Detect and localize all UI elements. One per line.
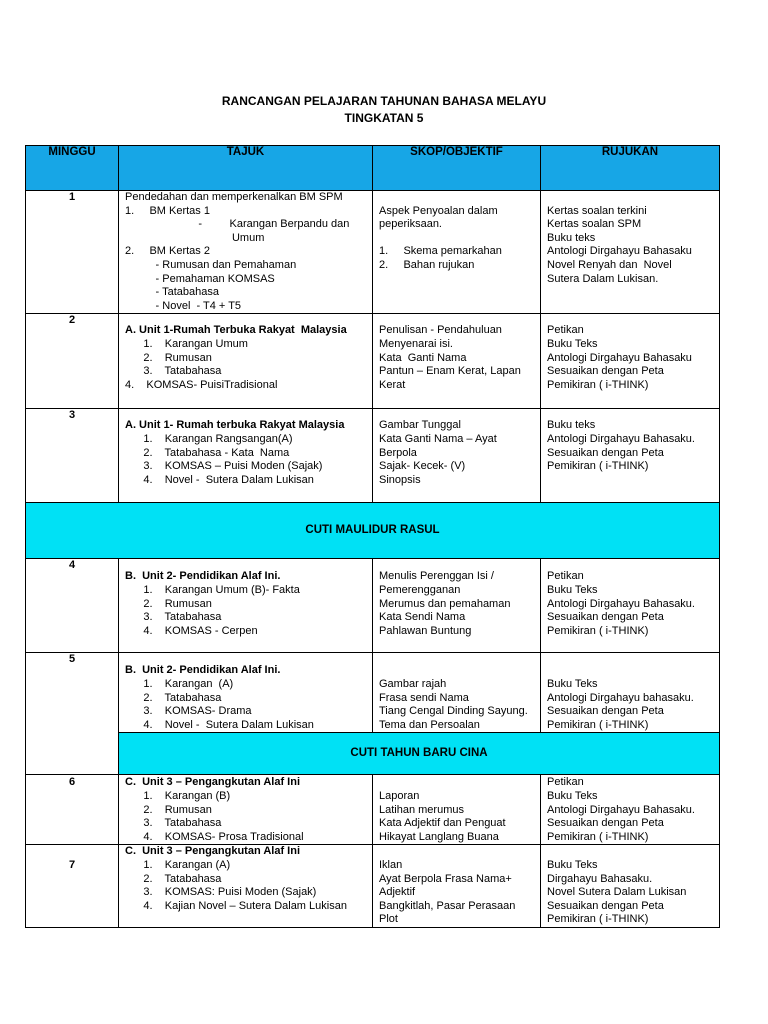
cell-line: Buku Teks [547, 789, 598, 802]
cell-line: - Tatabahasa [125, 286, 219, 299]
cell-line: Buku Teks [547, 583, 598, 596]
cell-line: Buku teks [547, 231, 596, 244]
cell-line: 1. BM Kertas 1 [125, 204, 210, 217]
cell-line: Buku Teks [547, 858, 598, 871]
cell-line: Pemikiran ( i-THINK) [547, 460, 649, 473]
tajuk-cell [119, 775, 373, 845]
holiday-row [26, 503, 720, 559]
cell-line: 2. Bahan rujukan [379, 258, 475, 271]
cell-line: 1. Karangan (A) [125, 858, 231, 871]
cell-line: 2. Rumusan [125, 803, 212, 816]
table-row [26, 653, 720, 733]
cell-line: Pemikiran ( i-THINK) [547, 830, 649, 843]
table-row [26, 775, 720, 845]
cell-line: Antologi Dirgahayu bahasaku. [547, 691, 694, 704]
cell-line: Buku Teks [547, 677, 598, 690]
cell-line: Pemikiran ( i-THINK) [547, 718, 649, 731]
cell-line: 1. Karangan (A) [125, 677, 234, 690]
cell-line: Novel Renyah dan Novel [547, 258, 672, 271]
cell-line: Umum [125, 231, 265, 244]
document-title: RANCANGAN PELAJARAN TAHUNAN BAHASA MELAYU [221, 94, 547, 108]
table-row [26, 845, 720, 928]
cell-line: 4. Kajian Novel – Sutera Dalam Lukisan [125, 899, 347, 912]
tajuk-cell [119, 191, 373, 314]
cell-line: Antologi Dirgahayu Bahasaku. [547, 597, 695, 610]
cell-line: Pahlawan Buntung [379, 624, 472, 637]
cell-line: 2. BM Kertas 2 [125, 245, 210, 258]
cell-line: 3. Tatabahasa [125, 817, 222, 830]
cell-line: Sesuaikan dengan Peta [547, 365, 664, 378]
cell-line: Novel Sutera Dalam Lukisan [547, 886, 687, 899]
table-row [26, 409, 720, 503]
skop-cell [373, 191, 541, 314]
cell-line: Kata Ganti Nama – Ayat [379, 432, 497, 445]
cell-line: 3. Tatabahasa [125, 611, 222, 624]
cell-line: Berpola [379, 446, 417, 459]
cell-line: 2. Tatabahasa [125, 691, 222, 704]
table-row [26, 559, 720, 653]
tajuk-cell [119, 409, 373, 503]
cell-line: Pantun – Enam Kerat, Lapan [379, 365, 521, 378]
skop-cell [373, 845, 541, 928]
cell-line: Frasa sendi Nama [379, 691, 469, 704]
tajuk-cell [119, 653, 373, 733]
week-number: 4 [26, 559, 119, 653]
cell-line [379, 232, 534, 246]
cell-line: Buku teks [547, 419, 596, 432]
cell-line: Penulisan - Pendahuluan [379, 324, 502, 337]
unit-heading: C. Unit 3 – Pengangkutan Alaf Ini [125, 776, 301, 789]
tajuk-cell [119, 314, 373, 409]
unit-heading: A. Unit 1-Rumah Terbuka Rakyat Malaysia [125, 324, 347, 337]
cell-line: 3. Tatabahasa [125, 365, 222, 378]
cell-line: Iklan [379, 858, 403, 871]
cell-line: Tema dan Persoalan [379, 718, 480, 731]
cell-line: Pemikiran ( i-THINK) [547, 624, 649, 637]
unit-heading: C. Unit 3 – Pengangkutan Alaf Ini [125, 845, 301, 858]
table-row [26, 314, 720, 409]
cell-line: Gambar rajah [379, 677, 447, 690]
cell-line: Tiang Cengal Dinding Sayung. [379, 705, 528, 718]
skop-cell [373, 314, 541, 409]
cell-line: 3. KOMSAS- Drama [125, 705, 252, 718]
cell-line: Ayat Berpola Frasa Nama+ [379, 872, 512, 885]
unit-heading: B. Unit 2- Pendidikan Alaf Ini. [125, 664, 281, 677]
lesson-plan-table [25, 145, 720, 928]
cell-line: 4. Novel - Sutera Dalam Lukisan [125, 473, 314, 486]
rujukan-cell [541, 559, 720, 653]
cell-line: - Rumusan dan Pemahaman [125, 258, 297, 271]
cell-line: Laporan [379, 789, 420, 802]
skop-cell [373, 409, 541, 503]
week-number: 1 [26, 191, 119, 314]
cell-line: Petikan [547, 570, 584, 583]
cell-line: Kertas soalan SPM [547, 218, 642, 231]
cell-line: 2. Rumusan [125, 597, 212, 610]
cell-line: 2. Tatabahasa - Kata Nama [125, 446, 290, 459]
skop-cell [373, 775, 541, 845]
tajuk-cell [119, 845, 373, 928]
cell-line: Sesuaikan dengan Peta [547, 611, 664, 624]
cell-line: Bangkitlah, Pasar Perasaan [379, 899, 516, 912]
document-subtitle: TINGKATAN 5 [344, 111, 424, 125]
cell-line: - Karangan Berpandu dan [125, 218, 350, 231]
cell-line: Sutera Dalam Lukisan. [547, 272, 659, 285]
cell-line: Aspek Penyoalan dalam [379, 204, 498, 217]
cell-line: Antologi Dirgahayu Bahasaku. [547, 803, 695, 816]
week-number: 7 [26, 845, 119, 928]
cell-line: - Pemahaman KOMSAS [125, 272, 275, 285]
week-number: 2 [26, 314, 119, 409]
cell-line: 1. Karangan (B) [125, 789, 231, 802]
cell-line: Antologi Dirgahayu Bahasaku [547, 245, 692, 258]
holiday-row [26, 733, 720, 775]
cell-line: Sajak- Kecek- (V) [379, 460, 466, 473]
rujukan-cell [541, 314, 720, 409]
cell-line: 1. Karangan Rangsangan(A) [125, 432, 293, 445]
cell-line: Pemikiran ( i-THINK) [547, 378, 649, 391]
cell-line: Sesuaikan dengan Peta [547, 899, 664, 912]
rujukan-cell [541, 653, 720, 733]
header-rujukan: RUJUKAN [541, 146, 720, 191]
cell-line: Pemikiran ( i-THINK) [547, 913, 649, 926]
cell-line: Sesuaikan dengan Peta [547, 446, 664, 459]
cell-line: peperiksaan. [379, 218, 442, 231]
week-number: 5 [26, 653, 119, 775]
rujukan-cell [541, 409, 720, 503]
header-row [26, 146, 720, 191]
cell-line: 1. Skema pemarkahan [379, 245, 502, 258]
cell-line: Menyenarai isi. [379, 337, 453, 350]
skop-cell [373, 559, 541, 653]
cell-line: Sesuaikan dengan Peta [547, 705, 664, 718]
unit-heading: B. Unit 2- Pendidikan Alaf Ini. [125, 570, 281, 583]
cell-line: Merumus dan pemahaman [379, 597, 511, 610]
cell-line: 3. KOMSAS – Puisi Moden (Sajak) [125, 460, 323, 473]
cell-line: 2. Tatabahasa [125, 872, 222, 885]
cell-line: Kata Ganti Nama [379, 351, 467, 364]
rujukan-cell [541, 845, 720, 928]
cell-line: Gambar Tunggal [379, 419, 461, 432]
cell-line: Hikayat Langlang Buana [379, 830, 499, 843]
cell-line: 1. Karangan Umum (B)- Fakta [125, 583, 300, 596]
cell-line: Latihan merumus [379, 803, 464, 816]
cell-line: Petikan [547, 324, 584, 337]
cell-line: Menulis Perenggan Isi / [379, 570, 494, 583]
cell-line: Petikan [547, 776, 584, 789]
cell-line: Kata Sendi Nama [379, 611, 466, 624]
cell-line: Kerat [379, 378, 406, 391]
header-skop: SKOP/OBJEKTIF [373, 146, 541, 191]
cell-line: Antologi Dirgahayu Bahasaku. [547, 432, 695, 445]
header-tajuk: TAJUK [119, 146, 373, 191]
cell-line: 1. Karangan Umum [125, 337, 248, 350]
cell-line: Kata Adjektif dan Penguat [379, 817, 506, 830]
cell-line: Dirgahayu Bahasaku. [547, 872, 653, 885]
cell-line: Sesuaikan dengan Peta [547, 817, 664, 830]
cell-line: Kertas soalan terkini [547, 204, 647, 217]
rujukan-cell [541, 191, 720, 314]
cell-line: - Novel - T4 + T5 [125, 299, 242, 312]
cell-line: Sinopsis [379, 473, 421, 486]
holiday-label: CUTI TAHUN BARU CINA [119, 733, 720, 775]
holiday-label: CUTI MAULIDUR RASUL [26, 503, 720, 559]
skop-cell [373, 653, 541, 733]
header-minggu: MINGGU [26, 146, 119, 191]
cell-line: Buku Teks [547, 337, 598, 350]
tajuk-cell [119, 559, 373, 653]
cell-line: 4. KOMSAS- PuisiTradisional [125, 378, 278, 391]
cell-line: 4. KOMSAS - Cerpen [125, 624, 258, 637]
cell-line: Plot [379, 913, 398, 926]
unit-heading: A. Unit 1- Rumah terbuka Rakyat Malaysia [125, 419, 345, 432]
rujukan-cell [541, 775, 720, 845]
cell-line: Pendedahan dan memperkenalkan BM SPM [125, 191, 343, 203]
table-row [26, 191, 720, 314]
cell-line: 4. KOMSAS- Prosa Tradisional [125, 830, 304, 843]
cell-line: 2. Rumusan [125, 351, 212, 364]
week-number: 6 [26, 775, 119, 845]
cell-line: 3. KOMSAS: Puisi Moden (Sajak) [125, 886, 317, 899]
week-number: 3 [26, 409, 119, 503]
cell-line: 4. Novel - Sutera Dalam Lukisan [125, 718, 314, 731]
cell-line: Pemerengganan [379, 583, 461, 596]
cell-line: Antologi Dirgahayu Bahasaku [547, 351, 692, 364]
cell-line: Adjektif [379, 886, 416, 899]
